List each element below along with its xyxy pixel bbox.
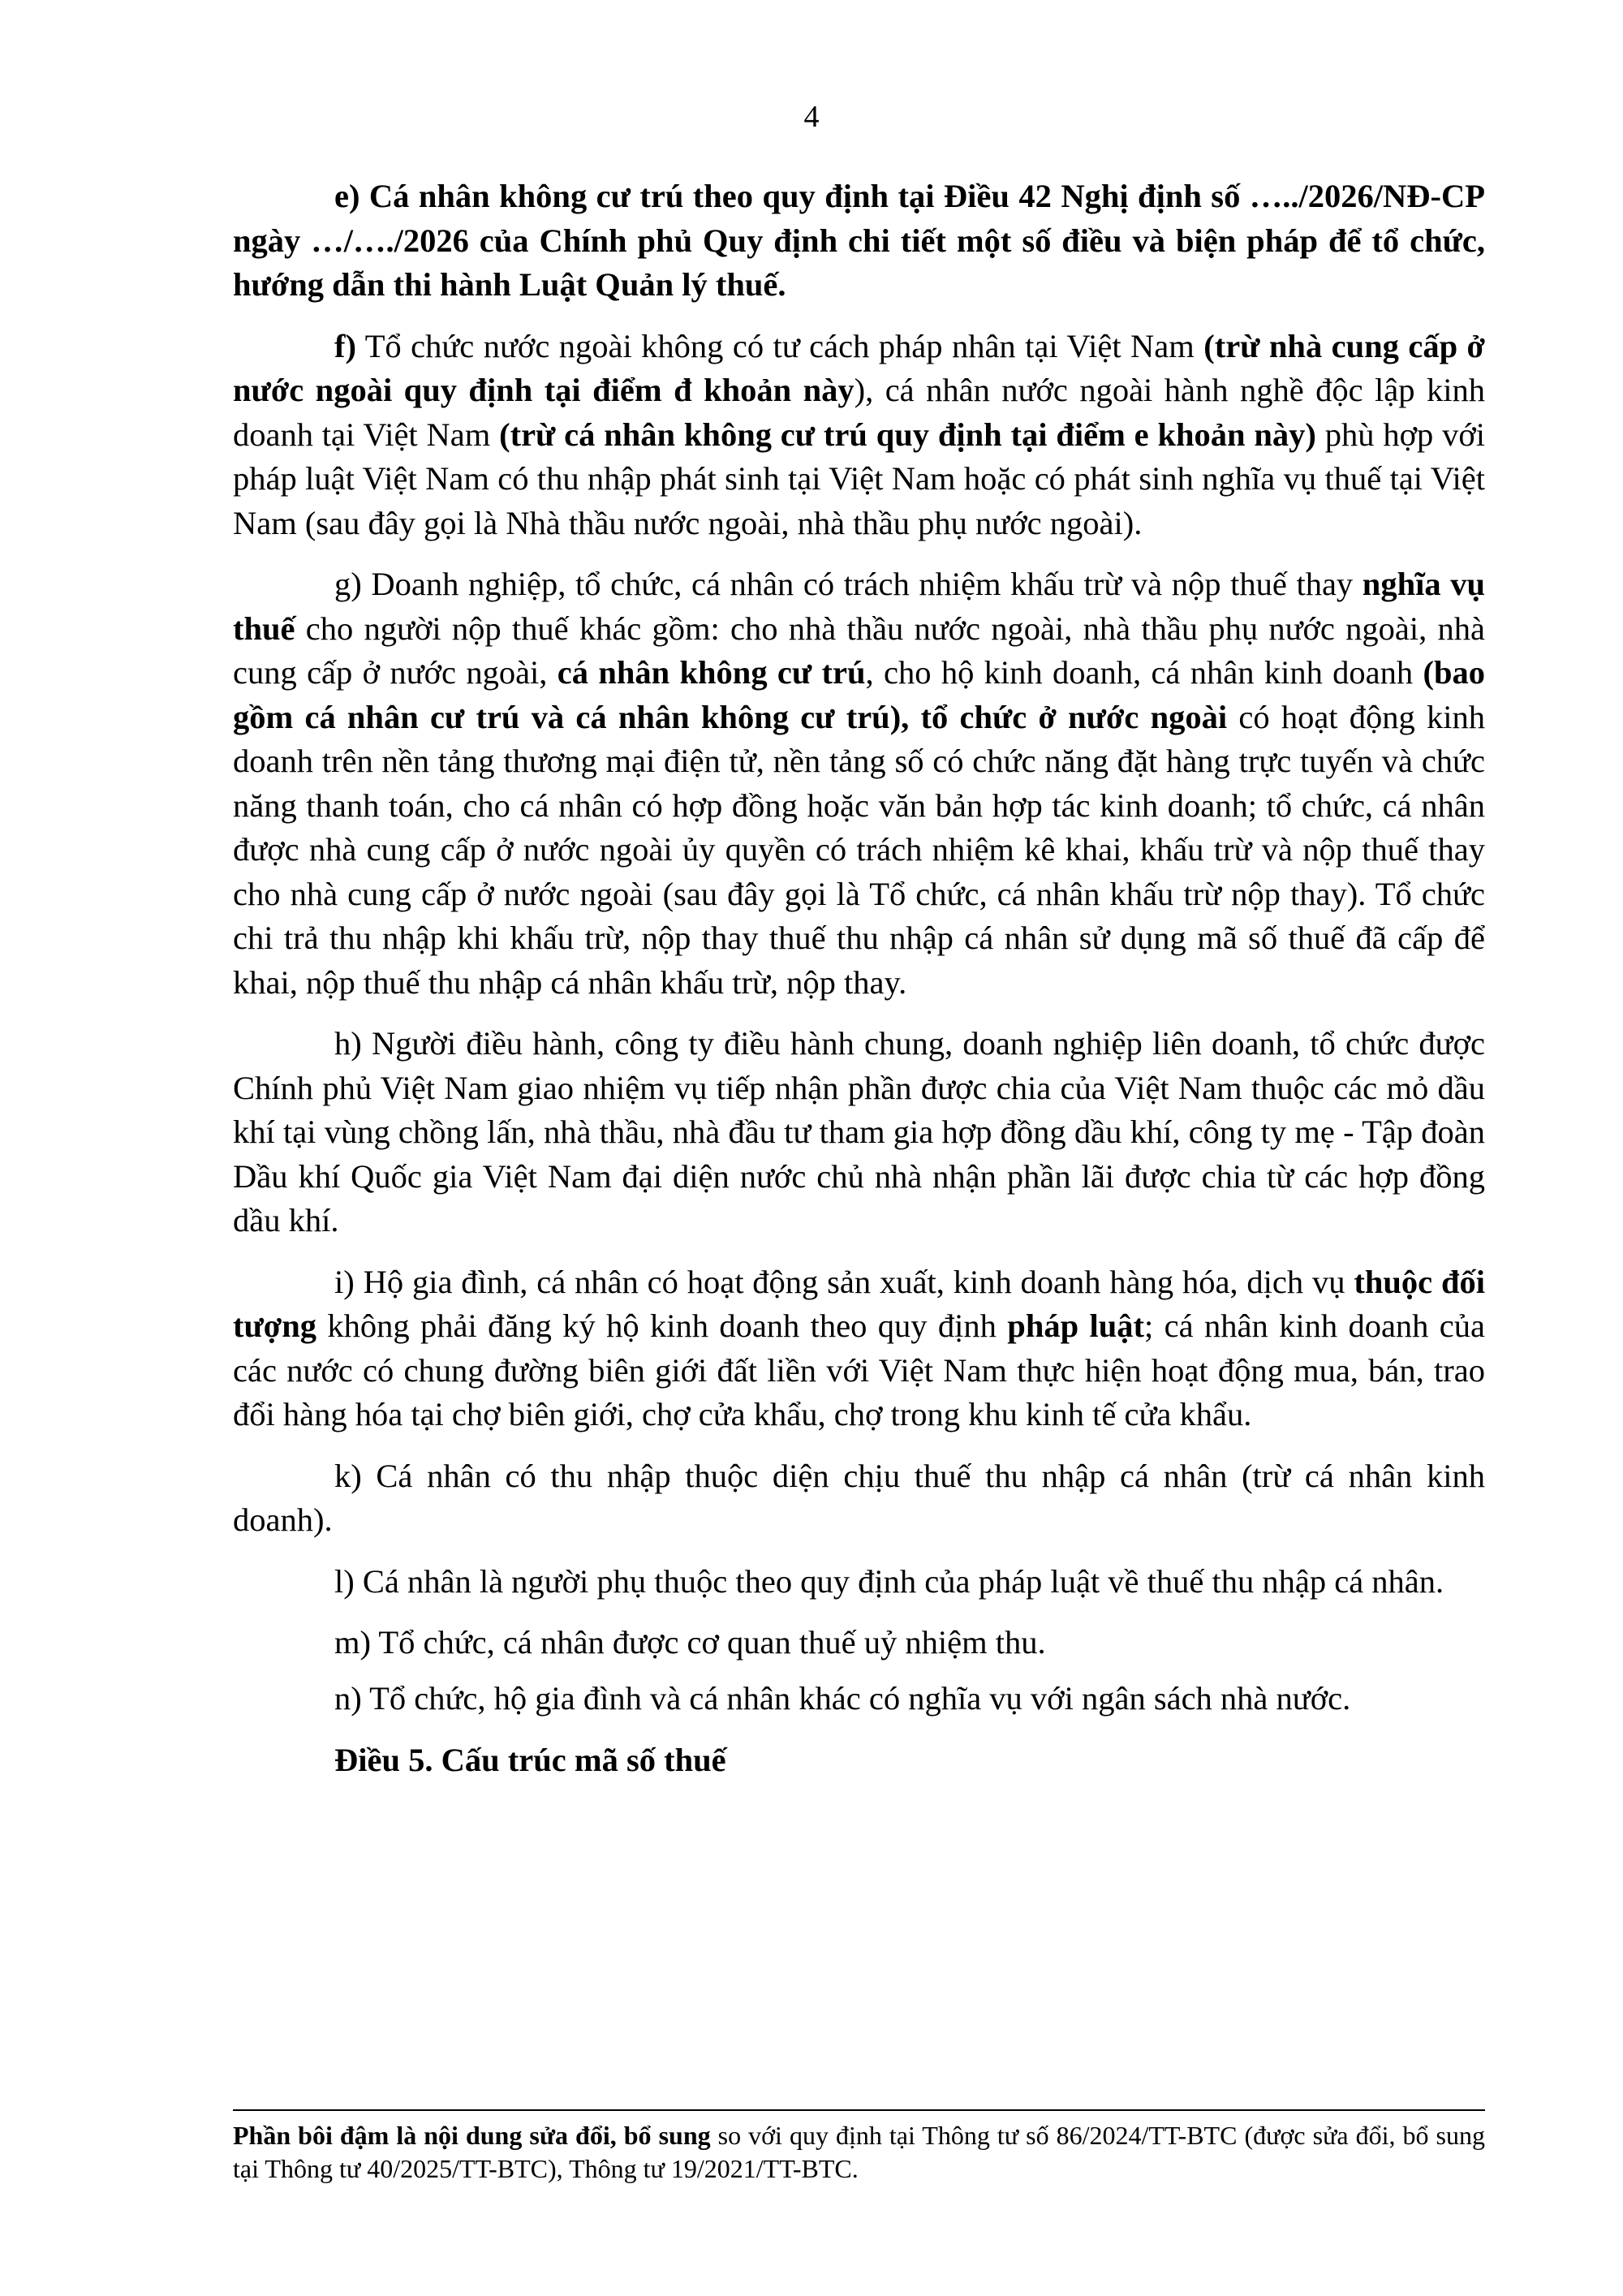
article-heading: Điều 5. Cấu trúc mã số thuế bbox=[334, 1742, 726, 1778]
page-number: 4 bbox=[803, 100, 820, 134]
paragraph-f-text-2: ), cá nhân nước ngoài hành nghề độc lập kinh doanh tại Việt Nam bbox=[233, 372, 1485, 453]
paragraph-i-amendment-1: thuộc đối tượng bbox=[233, 1263, 1485, 1344]
paragraph-g-text-1: g) Doanh nghiệp, tổ chức, cá nhân có trách nhiệm khấu trừ và nộp thuế thay bbox=[334, 566, 1363, 602]
paragraph-g-text-2: cho người nộp thuế khác gồm: cho nhà thầu nước ngoài, nhà thầu phụ nước ngoài, nhà cung cấp ở nước ngoài, bbox=[233, 610, 1485, 691]
paragraph-i bbox=[233, 1260, 1485, 1437]
paragraph-g-amendment-2: cá nhân không cư trú bbox=[557, 654, 866, 691]
paragraph-m: m) Tổ chức, cá nhân được cơ quan thuế uỷ nhiệm thu. bbox=[334, 1624, 1046, 1661]
paragraph-f-label: f) bbox=[334, 327, 356, 364]
paragraph-g-text-3: , cho hộ kinh doanh, cá nhân kinh doanh bbox=[865, 654, 1423, 691]
paragraph-k: k) Cá nhân có thu nhập thuộc diện chịu thuế thu nhập cá nhân (trừ cá nhân kinh doanh). bbox=[233, 1457, 1485, 1538]
paragraph-g-text-4: có hoạt động kinh doanh trên nền tảng thương mại điện tử, nền tảng số có chức năng đặt hàng trực tuyến và chức năng thanh toán, cho cá nhân có hợp đồng hoặc văn bản hợp tác kinh doanh; tổ chức, cá nhân được nhà cung cấp ở nước ngoài ủy quyền có trách nhiệm kê khai, khấu trừ và nộp thuế thay cho nhà cung cấp ở nước ngoài (sau đây gọi là Tổ chức, cá nhân khấu trừ nộp thay). Tổ chức chi trả thu nhập khi khấu trừ, nộp thay thuế thu nhập cá nhân sử dụng mã số thuế đã cấp để khai, nộp thuế thu nhập cá nhân khấu trừ, nộp thay. bbox=[233, 698, 1485, 1001]
footnote-text: so với quy định tại Thông tư số 86/2024/TT-BTC (được sửa đổi, bổ sung tại Thông tư 40/2025/TT-BTC), Thông tư 19/2021/TT-BTC. bbox=[233, 2121, 1486, 2183]
paragraph-i-text-3: ; cá nhân kinh doanh của các nước có chung đường biên giới đất liền với Việt Nam thực hiện hoạt động mua, bán, trao đổi hàng hóa tại chợ biên giới, chợ cửa khẩu, chợ trong khu kinh tế cửa khẩu. bbox=[233, 1307, 1485, 1432]
paragraph-f-text-3: phù hợp với pháp luật Việt Nam có thu nhập phát sinh tại Việt Nam hoặc có phát sinh nghĩa vụ thuế tại Việt Nam (sau đây gọi là Nhà thầu nước ngoài, nhà thầu phụ nước ngoài). bbox=[233, 416, 1485, 541]
paragraph-i-text-2: không phải đăng ký hộ kinh doanh theo quy định bbox=[316, 1307, 1008, 1344]
paragraph-g-amendment-1: nghĩa vụ thuế bbox=[233, 566, 1485, 647]
paragraph-i-amendment-2: pháp luật bbox=[1007, 1307, 1145, 1344]
paragraph-g bbox=[233, 562, 1485, 1005]
paragraph-l: l) Cá nhân là người phụ thuộc theo quy định của pháp luật về thuế thu nhập cá nhân. bbox=[334, 1562, 1444, 1600]
paragraph-h: h) Người điều hành, công ty điều hành chung, doanh nghiệp liên doanh, tổ chức được Chính phủ Việt Nam giao nhiệm vụ tiếp nhận phần được chia của Việt Nam thuộc các mỏ dầu khí tại vùng chồng lấn, nhà thầu, nhà đầu tư tham gia hợp đồng dầu khí, công ty mẹ - Tập đoàn Dầu khí Quốc gia Việt Nam đại diện nước chủ nhà nhận phần lãi được chia từ các hợp đồng dầu khí. bbox=[233, 1025, 1485, 1238]
paragraph-g-amendment-3: (bao gồm cá nhân cư trú và cá nhân không cư trú), tổ chức ở nước ngoài bbox=[233, 654, 1485, 735]
footnote bbox=[233, 2109, 1485, 2186]
paragraph-f bbox=[233, 325, 1485, 546]
paragraph-e: e) Cá nhân không cư trú theo quy định tại Điều 42 Nghị định số …../2026/NĐ-CP ngày …/…./2026 của Chính phủ Quy định chi tiết một số điều và biện pháp để tổ chức, hướng dẫn thi hành Luật Quản lý thuế. bbox=[233, 178, 1485, 303]
paragraph-f-amendment-2: (trừ cá nhân không cư trú quy định tại điểm e khoản này) bbox=[499, 416, 1316, 453]
paragraph-n: n) Tổ chức, hộ gia đình và cá nhân khác có nghĩa vụ với ngân sách nhà nước. bbox=[334, 1679, 1351, 1717]
paragraph-f-text-1: Tổ chức nước ngoài không có tư cách pháp nhân tại Việt Nam bbox=[355, 327, 1204, 364]
paragraph-i-text-1: i) Hộ gia đình, cá nhân có hoạt động sản xuất, kinh doanh hàng hóa, dịch vụ bbox=[334, 1263, 1354, 1300]
paragraph-f-amendment-1: (trừ nhà cung cấp ở nước ngoài quy định tại điểm đ khoản này bbox=[233, 327, 1485, 408]
document-body bbox=[233, 174, 1485, 1783]
footnote-bold: Phần bôi đậm là nội dung sửa đổi, bổ sung bbox=[233, 2121, 711, 2150]
